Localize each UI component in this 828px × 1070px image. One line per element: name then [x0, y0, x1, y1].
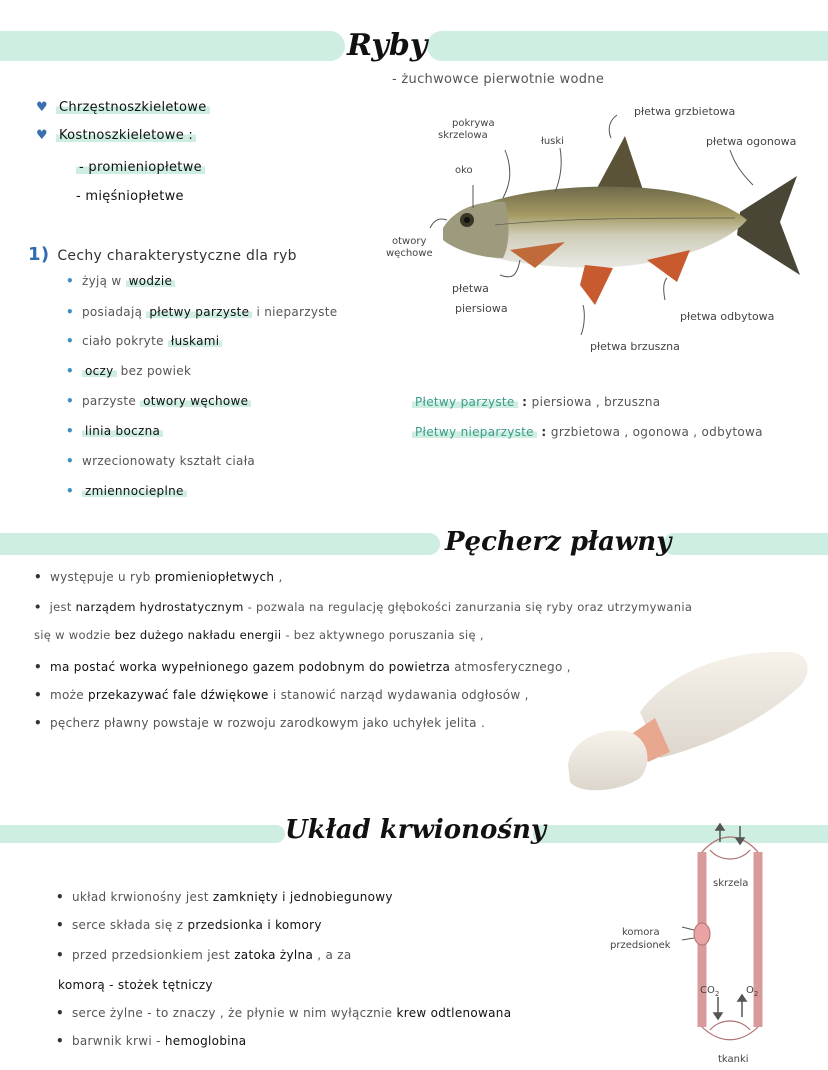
- pecherz-item-5: • pęcherz pławny powstaje w rozwoju zarodkowym jako uchyłek jelita .: [34, 716, 486, 730]
- feature-item: • oczy bez powiek: [66, 364, 192, 378]
- label-pletwa: płetwa: [452, 282, 489, 295]
- diagram-przedsionek: przedsionek: [610, 940, 671, 951]
- pecherz-item-4: • może przekazywać fale dźwiękowe i stanowić narząd wydawania odgłosów ,: [34, 688, 529, 702]
- feature-item: • żyją w wodzie: [66, 274, 175, 288]
- title-band-right: [427, 31, 828, 61]
- label-oko: oko: [455, 165, 473, 176]
- fins-paired: Płetwy parzyste : piersiowa , brzuszna: [412, 395, 660, 409]
- heart-icon: ♥: [36, 100, 48, 115]
- feature-item: • linia boczna: [66, 424, 163, 438]
- bullet-icon: •: [66, 334, 74, 348]
- feature-item: • parzyste otwory węchowe: [66, 394, 251, 408]
- arrow-up-icon: [716, 824, 724, 842]
- uklad-item-1: • układ krwionośny jest zamknięty i jednobiegunowy: [56, 890, 393, 904]
- feature-item: • wrzecionowaty kształt ciała: [66, 454, 256, 468]
- heart-icon: ♥: [36, 128, 48, 143]
- pecherz-item-2-cont: się w wodzie bez dużego nakładu energii - bez aktywnego poruszania się ,: [34, 628, 484, 642]
- subgroup-miesnio: - mięśniopłetwe: [76, 189, 184, 204]
- fins-unpaired: Płetwy nieparzyste : grzbietowa , ogonowa , odbytowa: [412, 425, 763, 439]
- feature-item: • ciało pokryte łuskami: [66, 334, 222, 348]
- label-piersiowa: piersiowa: [455, 302, 508, 315]
- swim-bladder-image: [560, 640, 815, 800]
- uklad-item-3-cont: komorą - stożek tętniczy: [58, 978, 213, 992]
- arrow-up-icon: [738, 995, 746, 1017]
- label-pletwa-brzuszna: płetwa brzuszna: [590, 340, 680, 353]
- fish-pelvic-fin: [580, 265, 613, 305]
- circulation-diagram: [680, 822, 780, 1044]
- section-title-pecherz: Pęcherz pławny: [445, 527, 672, 557]
- fish-dorsal-fin: [597, 136, 643, 190]
- uklad-item-5: • barwnik krwi - hemoglobina: [56, 1034, 247, 1048]
- bullet-icon: •: [66, 424, 74, 438]
- uklad-item-2: • serce składa się z przedsionka i komory: [56, 918, 322, 932]
- label-luski: łuski: [541, 136, 564, 147]
- pecherz-item-3: • ma postać worka wypełnionego gazem podobnym do powietrza atmosferycznego ,: [34, 660, 571, 674]
- label-pletwa-odbytowa: płetwa odbytowa: [680, 310, 775, 323]
- label-skrzelowa: skrzelowa: [438, 130, 488, 141]
- diagram-o2: $O_2$: [746, 985, 759, 998]
- fish-tail: [737, 176, 800, 275]
- uklad-item-3: • przed przedsionkiem jest zatoka żylna , a za: [56, 948, 352, 962]
- arrow-down-icon: [714, 997, 722, 1019]
- title-band-left: [0, 533, 440, 555]
- pecherz-item-2: • jest narządem hydrostatycznym - pozwala na regulację głębokości zanurzania się ryby oraz utrzymywania: [34, 600, 693, 614]
- diagram-co2: $CO_2$: [700, 985, 720, 998]
- section-title-uklad: Układ krwionośny: [285, 815, 546, 845]
- label-pletwa-ogonowa: płetwa ogonowa: [706, 135, 797, 148]
- pecherz-item-1: • występuje u ryb promieniopłetwych ,: [34, 570, 283, 584]
- feature-item: • zmiennocieplne: [66, 484, 187, 498]
- bullet-icon: •: [66, 364, 74, 378]
- heart-chamber-icon: [694, 923, 710, 945]
- bullet-icon: •: [66, 305, 74, 319]
- subgroup-promienio: - promieniopłetwe: [76, 160, 205, 175]
- features-number: 1): [28, 244, 50, 265]
- arrow-down-icon: [736, 826, 744, 844]
- diagram-skrzela: skrzela: [713, 878, 749, 889]
- ryby-subtitle: - żuchwowce pierwotnie wodne: [392, 72, 605, 87]
- bullet-icon: •: [66, 394, 74, 408]
- label-pletwa-grzbietowa: płetwa grzbietowa: [634, 105, 736, 118]
- feature-item: • posiadają płetwy parzyste i nieparzyste: [66, 305, 338, 319]
- bullet-icon: •: [66, 484, 74, 498]
- uklad-item-4: • serce żylne - to znaczy , że płynie w nim wyłącznie krew odtlenowana: [56, 1006, 512, 1020]
- features-heading: 1) Cechy charakterystyczne dla ryb: [28, 244, 297, 265]
- fish-head: [443, 202, 509, 258]
- diagram-komora: komora: [622, 927, 660, 938]
- title-band-right: [663, 533, 828, 555]
- section-title-ryby: Ryby: [347, 28, 428, 63]
- title-band-left: [0, 825, 285, 843]
- diagram-tkanki: tkanki: [718, 1054, 749, 1065]
- bladder-front: [568, 730, 647, 790]
- group-kostno: ♥ Kostnoszkieletowe :: [36, 128, 196, 143]
- bullet-icon: •: [66, 274, 74, 288]
- label-wechowe: węchowe: [386, 248, 433, 259]
- label-otwory: otwory: [392, 236, 427, 247]
- bullet-icon: •: [66, 454, 74, 468]
- title-band-left: [0, 31, 345, 61]
- label-pokrywa: pokrywa: [452, 118, 495, 129]
- group-chrzestno: ♥ Chrzęstnoszkieletowe: [36, 100, 210, 115]
